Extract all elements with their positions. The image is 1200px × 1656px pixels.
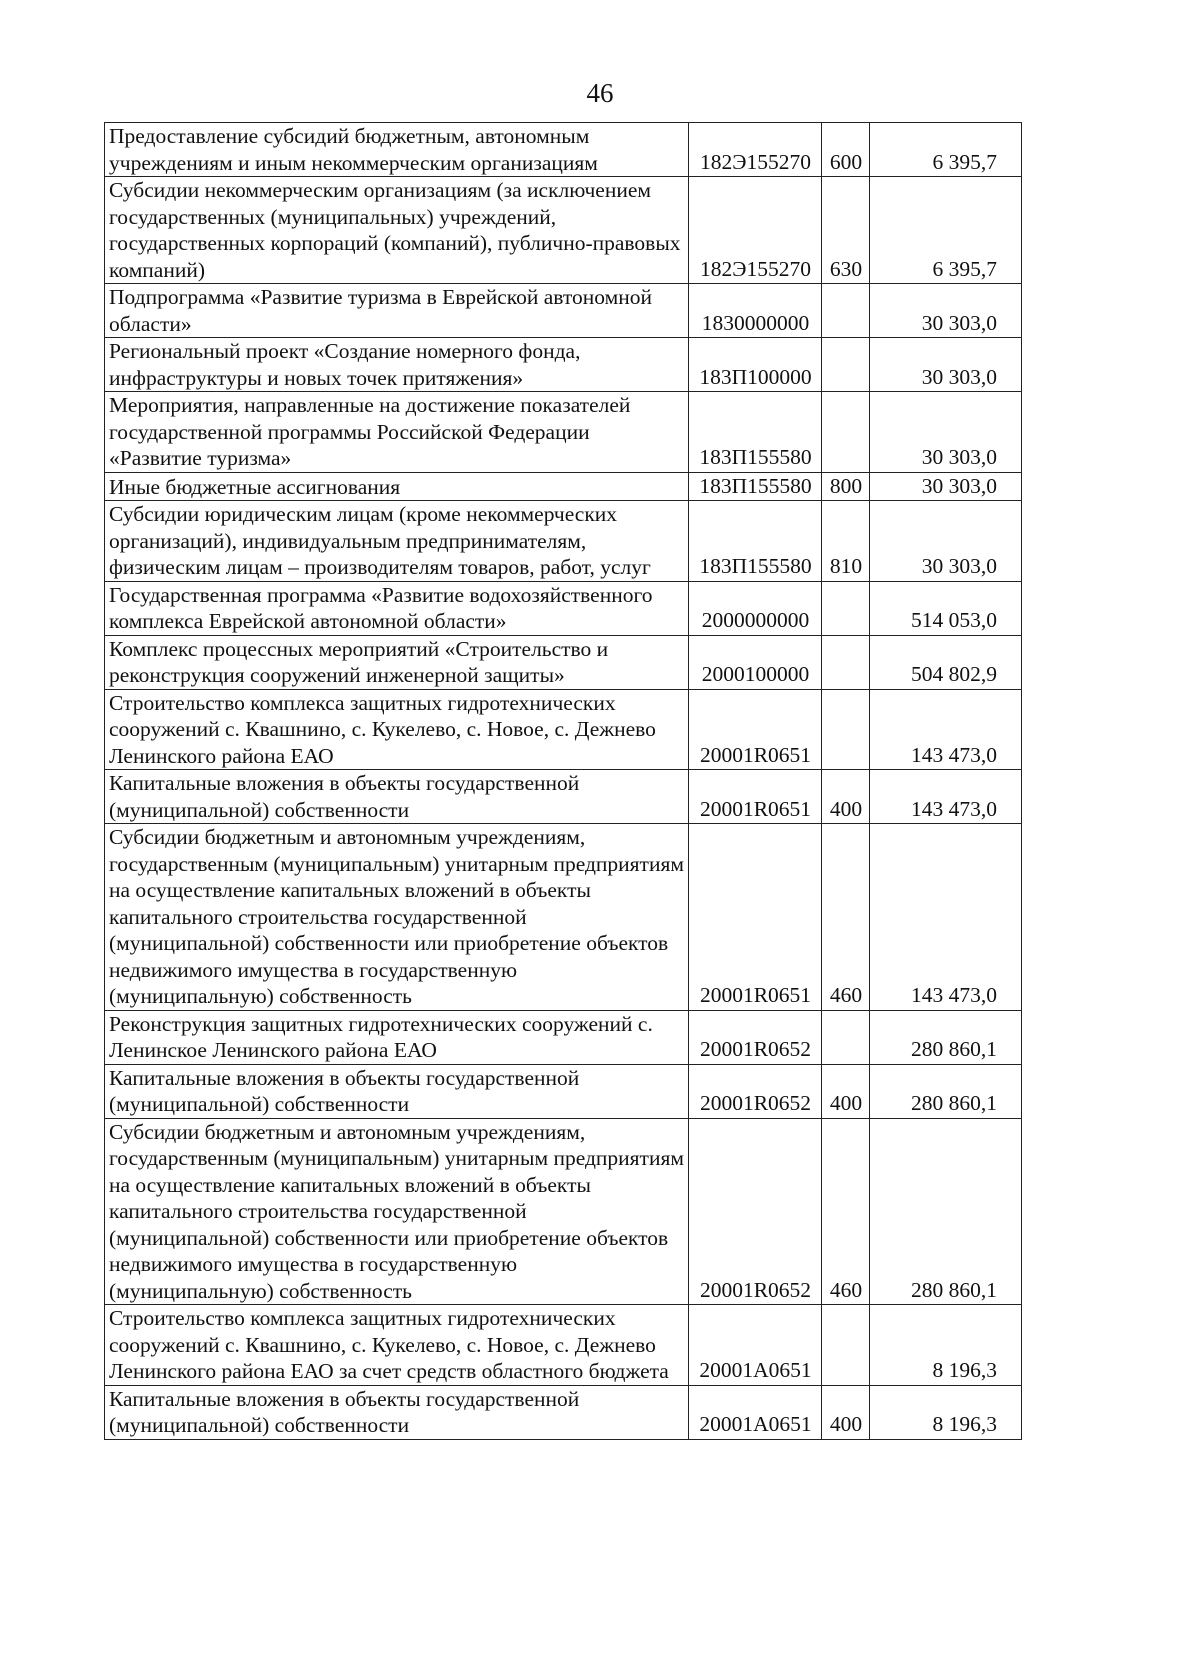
page-number: 46 (586, 78, 614, 108)
expense-name-cell: Предоставление субсидий бюджетным, автономным учреждениям и иным некоммерческим организациям (105, 123, 689, 177)
amount-cell: 514 053,0 (870, 581, 1022, 635)
expense-type-cell: 600 (822, 123, 870, 177)
amount-cell: 143 473,0 (870, 689, 1022, 770)
expense-name-cell: Мероприятия, направленные на достижение показателей государственной программы Российской Федерации «Развитие туризма» (105, 392, 689, 473)
target-article-code-cell: 20001A0651 (689, 1305, 822, 1386)
amount-cell: 280 860,1 (870, 1064, 1022, 1118)
amount-cell: 280 860,1 (870, 1118, 1022, 1305)
expense-name-cell: Комплекс процессных мероприятий «Строительство и реконструкция сооружений инженерной защиты» (105, 635, 689, 689)
table-row (105, 284, 1022, 338)
table-row (105, 123, 1022, 177)
target-article-code-cell: 183П100000 (689, 338, 822, 392)
expense-name-cell: Строительство комплекса защитных гидротехнических сооружений с. Квашнино, с. Кукелево, с. Новое, с. Дежнево Ленинского района ЕАО за счет средств областного бюджета (105, 1305, 689, 1386)
target-article-code-cell: 183П155580 (689, 472, 822, 501)
expense-type-cell: 630 (822, 177, 870, 284)
table-row (105, 1385, 1022, 1439)
target-article-code-cell: 20001A0651 (689, 1385, 822, 1439)
target-article-code-cell: 182Э155270 (689, 123, 822, 177)
amount-cell: 30 303,0 (870, 472, 1022, 501)
expense-name-cell: Субсидии юридическим лицам (кроме некоммерческих организаций), индивидуальным предпринимателям, физическим лицам – производителям товаров, работ, услуг (105, 501, 689, 582)
table-row (105, 770, 1022, 824)
expense-name-cell: Субсидии бюджетным и автономным учреждениям, государственным (муниципальным) унитарным предприятиям на осуществление капитальных вложений в объекты капитального строительства государственной (муниципальной) собственности или приобретение объектов недвижимого имущества в государственную (муниципальную) собственность (105, 1118, 689, 1305)
table-row (105, 1118, 1022, 1305)
target-article-code-cell: 20001R0651 (689, 689, 822, 770)
expense-name-cell: Капитальные вложения в объекты государственной (муниципальной) собственности (105, 770, 689, 824)
expense-name-cell: Субсидии некоммерческим организациям (за исключением государственных (муниципальных) учреждений, государственных корпораций (компаний), публично-правовых компаний) (105, 177, 689, 284)
amount-cell: 30 303,0 (870, 338, 1022, 392)
target-article-code-cell: 20001R0651 (689, 824, 822, 1011)
table-row (105, 1064, 1022, 1118)
expense-type-cell (822, 581, 870, 635)
budget-table (104, 122, 1022, 1440)
expense-type-cell: 400 (822, 770, 870, 824)
expense-type-cell: 400 (822, 1385, 870, 1439)
target-article-code-cell: 20001R0651 (689, 770, 822, 824)
expense-name-cell: Субсидии бюджетным и автономным учреждениям, государственным (муниципальным) унитарным предприятиям на осуществление капитальных вложений в объекты капитального строительства государственной (муниципальной) собственности или приобретение объектов недвижимого имущества в государственную (муниципальную) собственность (105, 824, 689, 1011)
expense-type-cell: 460 (822, 824, 870, 1011)
expense-type-cell (822, 392, 870, 473)
expense-name-cell: Строительство комплекса защитных гидротехнических сооружений с. Квашнино, с. Кукелево, с. Новое, с. Дежнево Ленинского района ЕАО (105, 689, 689, 770)
amount-cell: 8 196,3 (870, 1305, 1022, 1386)
amount-cell: 30 303,0 (870, 284, 1022, 338)
target-article-code-cell: 20001R0652 (689, 1064, 822, 1118)
amount-cell: 504 802,9 (870, 635, 1022, 689)
target-article-code-cell: 20001R0652 (689, 1118, 822, 1305)
expense-type-cell (822, 284, 870, 338)
table-row (105, 472, 1022, 501)
amount-cell: 143 473,0 (870, 770, 1022, 824)
expense-type-cell (822, 1305, 870, 1386)
target-article-code-cell: 2000100000 (689, 635, 822, 689)
table-row (105, 501, 1022, 582)
expense-type-cell: 810 (822, 501, 870, 582)
expense-type-cell (822, 689, 870, 770)
target-article-code-cell: 2000000000 (689, 581, 822, 635)
table-row (105, 1010, 1022, 1064)
target-article-code-cell: 182Э155270 (689, 177, 822, 284)
table-row (105, 689, 1022, 770)
expense-name-cell: Капитальные вложения в объекты государственной (муниципальной) собственности (105, 1385, 689, 1439)
amount-cell: 143 473,0 (870, 824, 1022, 1011)
expense-type-cell: 460 (822, 1118, 870, 1305)
table-row (105, 1305, 1022, 1386)
expense-type-cell: 400 (822, 1064, 870, 1118)
target-article-code-cell: 183П155580 (689, 501, 822, 582)
expense-name-cell: Реконструкция защитных гидротехнических сооружений с. Ленинское Ленинского района ЕАО (105, 1010, 689, 1064)
expense-type-cell (822, 338, 870, 392)
table-row (105, 581, 1022, 635)
amount-cell: 8 196,3 (870, 1385, 1022, 1439)
table-row (105, 392, 1022, 473)
table-row (105, 177, 1022, 284)
expense-name-cell: Капитальные вложения в объекты государственной (муниципальной) собственности (105, 1064, 689, 1118)
amount-cell: 280 860,1 (870, 1010, 1022, 1064)
amount-cell: 30 303,0 (870, 501, 1022, 582)
expense-name-cell: Государственная программа «Развитие водохозяйственного комплекса Еврейской автономной области» (105, 581, 689, 635)
target-article-code-cell: 20001R0652 (689, 1010, 822, 1064)
amount-cell: 30 303,0 (870, 392, 1022, 473)
target-article-code-cell: 183П155580 (689, 392, 822, 473)
budget-table-body (105, 123, 1022, 1440)
expense-type-cell (822, 1010, 870, 1064)
expense-name-cell: Иные бюджетные ассигнования (105, 472, 689, 501)
target-article-code-cell: 1830000000 (689, 284, 822, 338)
table-row (105, 338, 1022, 392)
expense-name-cell: Региональный проект «Создание номерного фонда, инфраструктуры и новых точек притяжения» (105, 338, 689, 392)
table-row (105, 824, 1022, 1011)
expense-name-cell: Подпрограмма «Развитие туризма в Еврейской автономной области» (105, 284, 689, 338)
expense-type-cell (822, 635, 870, 689)
table-row (105, 635, 1022, 689)
expense-type-cell: 800 (822, 472, 870, 501)
amount-cell: 6 395,7 (870, 123, 1022, 177)
amount-cell: 6 395,7 (870, 177, 1022, 284)
